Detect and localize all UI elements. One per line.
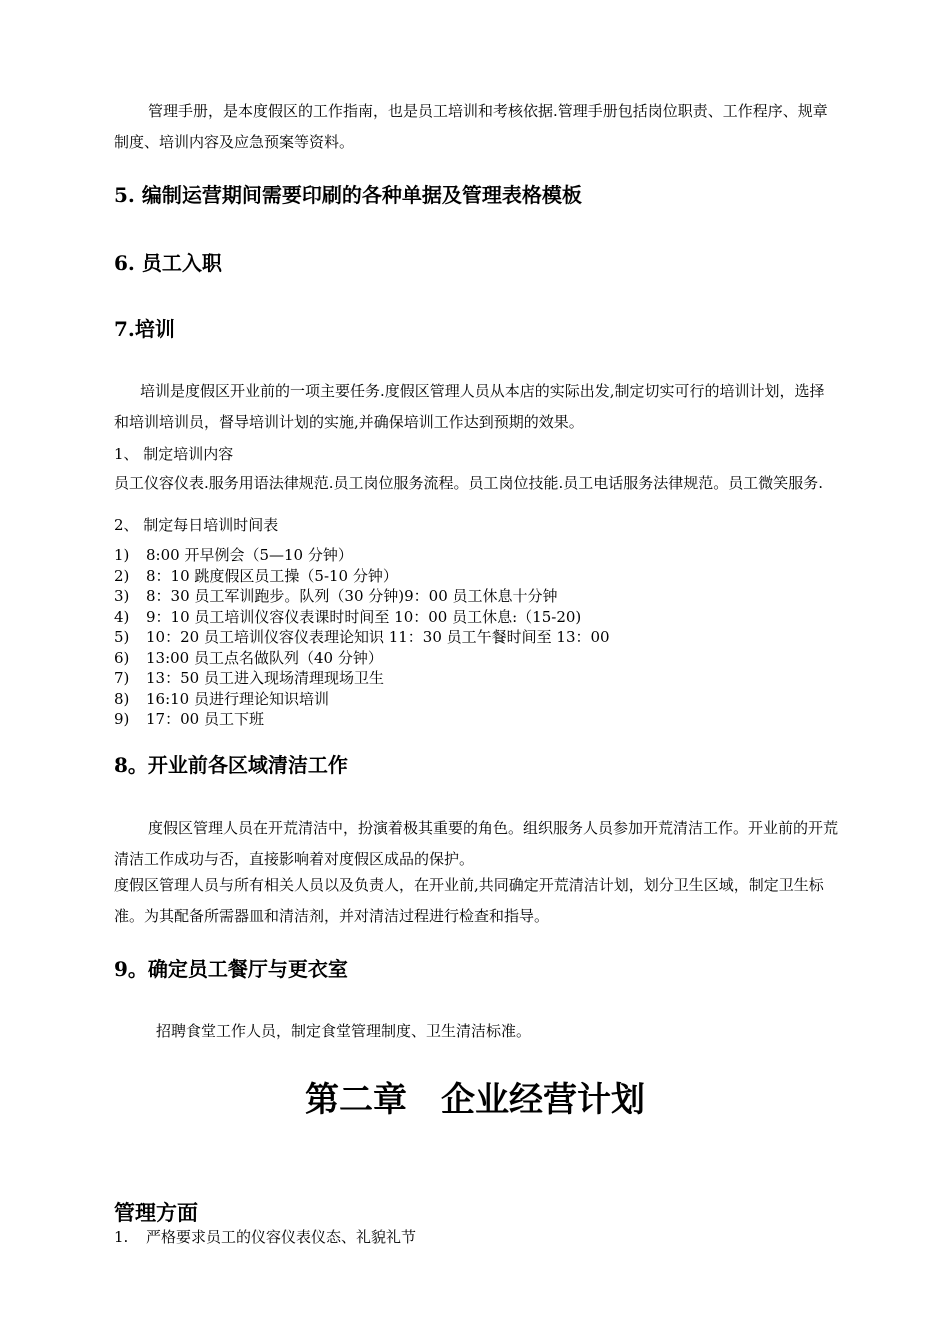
list-item: 3) 8：30 员工军训跑步。队列（30 分钟)9：00 员工休息十分钟 [114,587,558,605]
training-content-text: 员工仪容仪表.服务用语法律规范.员工岗位服务流程。员工岗位技能.员工电话服务法律规范。员工微笑服务. [114,474,824,492]
list-item: 7) 13：50 员工进入现场清理现场卫生 [114,669,384,687]
cleaning-paragraph-2: 度假区管理人员与所有相关人员以及负责人，在开业前,共同确定开荒清洁计划，划分卫生区域，制定卫生标准。为其配备所需器皿和清洁剂，并对清洁过程进行检查和指导。 [114,876,824,925]
daily-schedule-item: 2、 制定每日培训时间表 [114,516,279,534]
list-item: 1) 8:00 开早例会（5—10 分钟） [114,546,353,564]
section-5-heading: 5. 编制运营期间需要印刷的各种单据及管理表格模板 [114,183,582,207]
list-item: 9) 17：00 员工下班 [114,710,264,728]
chapter-title: 第二章 企业经营计划 [305,1080,645,1120]
section-8-heading: 8。开业前各区域清洁工作 [114,753,348,777]
training-content-item: 1、 制定培训内容 [114,445,234,463]
training-paragraph: 培训是度假区开业前的一项主要任务.度假区管理人员从本店的实际出发,制定切实可行的培训计划，选择和培训培训员，督导培训计划的实施,并确保培训工作达到预期的效果。 [114,382,825,431]
intro-paragraph: 管理手册，是本度假区的工作指南，也是员工培训和考核依据.管理手册包括岗位职责、工作程序、规章制度、培训内容及应急预案等资料。 [114,102,828,151]
list-item: 2) 8：10 跳度假区员工操（5-10 分钟） [114,566,398,585]
canteen-paragraph: 招聘食堂工作人员，制定食堂管理制度、卫生清洁标准。 [156,1022,532,1040]
list-item: 5) 10：20 员工培训仪容仪表理论知识 11：30 员工午餐时间至 13：00 [114,628,610,646]
management-item-1: 1. 严格要求员工的仪容仪表仪态、礼貌礼节 [114,1228,417,1246]
section-7-heading: 7.培训 [114,317,175,341]
list-item: 6) 13:00 员工点名做队列（40 分钟） [114,648,383,667]
list-item: 8) 16:10 员进行理论知识培训 [114,689,329,708]
section-6-heading: 6. 员工入职 [114,251,222,275]
cleaning-paragraph-1: 度假区管理人员在开荒清洁中，扮演着极其重要的角色。组织服务人员参加开荒清洁工作。开业前的开荒清洁工作成功与否，直接影响着对度假区成品的保护。 [114,819,839,868]
section-9-heading: 9。确定员工餐厅与更衣室 [114,957,348,981]
daily-schedule-list [114,545,838,730]
management-heading: 管理方面 [114,1200,198,1225]
list-item: 4) 9：10 员工培训仪容仪表课时时间至 10：00 员工休息:（15-20) [114,607,582,626]
